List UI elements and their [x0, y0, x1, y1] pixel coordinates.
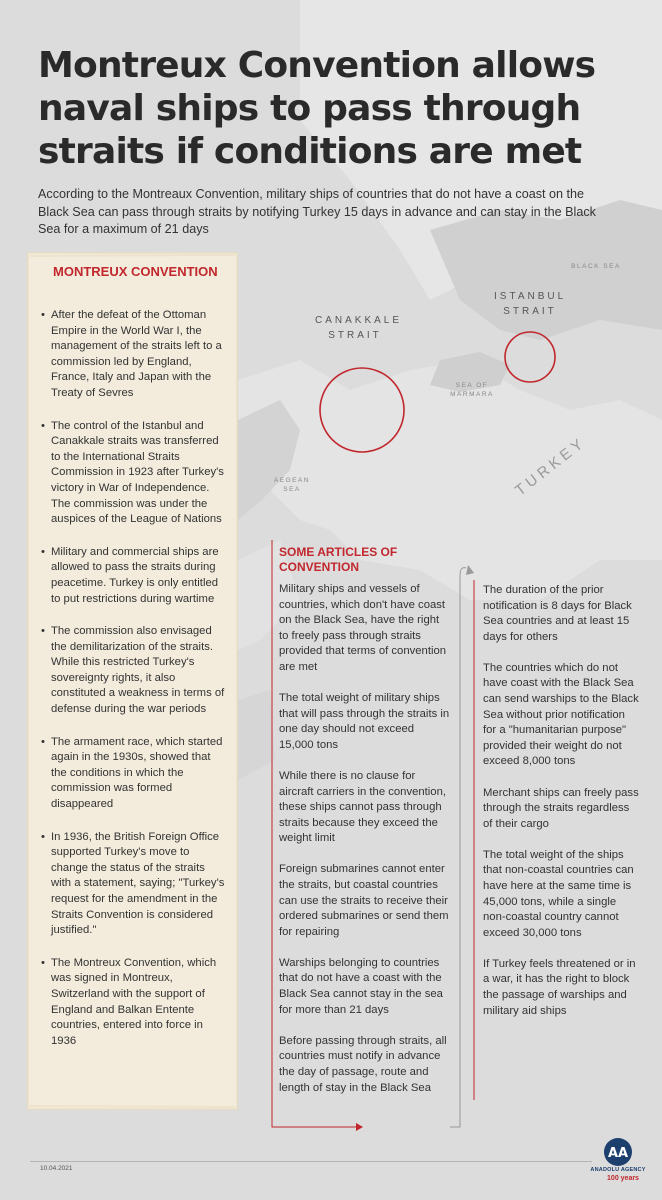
article-item: The total weight of military ships that will pass through the straits in one day should not exceed 15,000 tons: [279, 692, 450, 751]
convention-item: [41, 419, 226, 528]
convention-item: [41, 735, 226, 813]
article-item: The total weight of the ships that non-coastal countries can have here at the same time is 45,000 tons, while a single non-coastal country cannot exceed 30,000 tons: [483, 848, 634, 939]
convention-item-text: The Montreux Convention, which was signed in Montreux, Switzerland with the support of England and Balkan Entente countries, entered into force in 1936: [51, 956, 217, 1047]
convention-item-text: The commission also envisaged the demilitarization of the straits. While this restricted Turkey's sovereignty rights, it also constituted a weakness in terms of defense during the war periods: [51, 625, 225, 716]
article-item: Before passing through straits, all countries must notify in advance the day of passage, route and length of stay in the Black Sea: [279, 1034, 447, 1094]
agency-years-badge: 100 years: [607, 1175, 639, 1182]
convention-item-text: In 1936, the British Foreign Office supported Turkey's move to change the status of the straits with a statement, saying; "Turkey's request for the amendment in the Straits Convention is considered justified.": [51, 830, 225, 937]
sea-of-marmara-label: SEA OF MARMARA: [450, 382, 494, 398]
convention-item: [41, 830, 226, 939]
bullet-icon: •: [41, 735, 45, 748]
articles-right-column: [483, 583, 641, 1035]
turkey-label: TURKEY: [512, 433, 590, 500]
black-sea-label: BLACK SEA: [571, 263, 621, 270]
istanbul-strait-label: ISTANBUL STRAIT: [494, 291, 567, 317]
bullet-icon: •: [41, 625, 45, 638]
convention-item-text: The control of the Istanbul and Canakkale straits was transferred to the International Straits Commission in 1923 after Turkey's victory in War of Independence. The commission was under the auspices of the League of Nations: [51, 419, 224, 526]
bullet-icon: •: [41, 419, 45, 432]
articles-left-column: [279, 582, 451, 1112]
convention-item: [41, 308, 226, 402]
convention-item-text: After the defeat of the Ottoman Empire in the World War I, the management of the straits left to a commission led by England, France, Italy and Japan with the Treaty of Sevres: [51, 309, 222, 399]
articles-heading: SOME ARTICLES OF CONVENTION: [279, 545, 398, 574]
publish-date: 10.04.2021: [40, 1165, 73, 1172]
convention-item: [41, 545, 226, 607]
convention-list: [41, 308, 226, 1066]
convention-item-text: The armament race, which started again in the 1930s, showed that the conditions in which the commission was formed disappeared: [51, 735, 223, 811]
page-subtitle: According to the Montreaux Convention, military ships of countries that do not have a coast on the Black Sea can pass through straits by notifying Turkey 15 days in advance and can stay in the Black Sea for a maximum of 21 days: [38, 187, 596, 236]
article-item: While there is no clause for aircraft carriers in the convention, these ships cannot pass through straits because they exceed the weight limit: [279, 769, 447, 845]
article-item: The duration of the prior notification is 8 days for Black Sea countries and at least 15 days for others: [483, 584, 632, 643]
agency-name: ANADOLU AGENCY: [590, 1167, 646, 1173]
page-title: Montreux Convention allows naval ships to pass through straits if conditions are met: [38, 45, 596, 172]
canakkale-strait-label: CANAKKALE STRAIT: [315, 315, 403, 341]
article-item: The countries which do not have coast with the Black Sea can send warships to the Black Sea without prior notification for a "humanitarian purpose" provided their weight do not exceed 8,000 tons: [483, 661, 639, 768]
footer-divider: [30, 1161, 592, 1162]
bullet-icon: •: [41, 309, 45, 321]
article-item: Military ships and vessels of countries, which don't have coast on the Black Sea, have the right to freely pass through straits provided that terms of convention are met: [279, 583, 447, 673]
article-item: If Turkey feels threatened or in a war, it has the right to block the passage of warships and military aid ships: [483, 957, 636, 1017]
bullet-icon: •: [41, 545, 45, 558]
convention-item: [41, 956, 226, 1050]
bullet-icon: •: [41, 956, 45, 969]
convention-item: [41, 624, 226, 718]
article-item: Merchant ships can freely pass through the straits regardless of their cargo: [483, 786, 639, 830]
bullet-icon: •: [41, 830, 45, 843]
article-item: Foreign submarines cannot enter the straits, but coastal countries can use the straits to receive their ordered submarines or send them for repairing: [279, 863, 449, 938]
convention-item-text: Military and commercial ships are allowed to pass the straits during peacetime. Turkey is only entitled to put restrictions during wartime: [51, 545, 219, 605]
logo-letters: AA: [607, 1146, 629, 1161]
convention-heading: MONTREUX CONVENTION: [53, 264, 218, 279]
aegean-sea-label: AEGEAN SEA: [273, 477, 311, 493]
article-item: Warships belonging to countries that do not have a coast with the Black Sea cannot stay in the sea for more than 21 days: [279, 956, 443, 1016]
